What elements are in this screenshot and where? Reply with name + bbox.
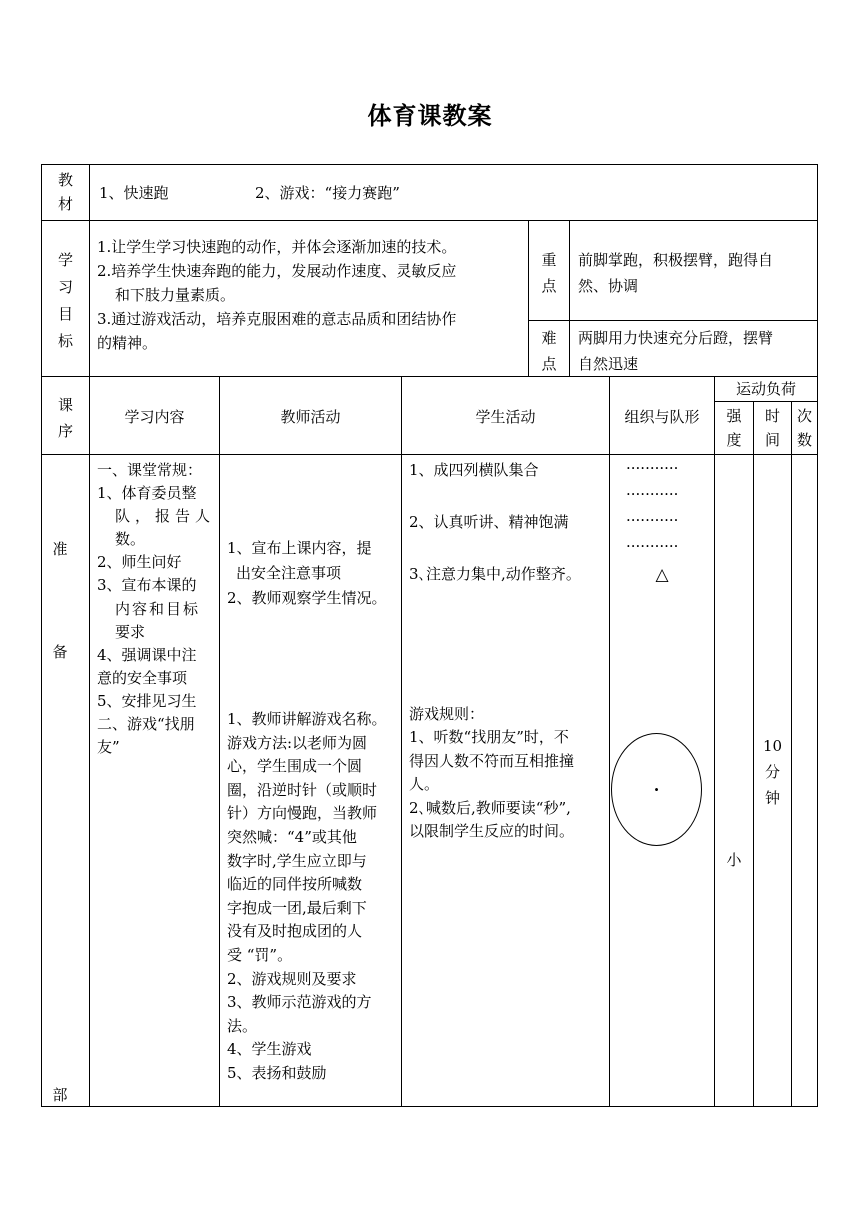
- circle-center-dot: ·: [653, 780, 660, 799]
- key-point-line: 然、协调: [578, 277, 639, 295]
- objectives-label: 学 习 目 标: [57, 251, 73, 350]
- content-line: 2、师生问好: [97, 553, 182, 572]
- learning-content: [97, 459, 217, 759]
- student-line: 2、认真听讲、精神饱满: [409, 513, 569, 531]
- content-line: 4、强调课中注: [97, 645, 197, 664]
- header-order: 课 序: [57, 396, 73, 440]
- content-line: 1、体育委员整: [97, 484, 197, 503]
- teacher-line: 4、学生游戏: [227, 1040, 312, 1059]
- student-line: 1、听数“找朋友”时，不: [409, 728, 569, 747]
- teacher-line: 出安全注意事项: [236, 564, 342, 582]
- student-line: 以限制学生反应的时间。: [409, 822, 575, 841]
- teacher-line: 受 “罚”。: [227, 945, 293, 964]
- content-line: 要求: [115, 622, 146, 641]
- difficult-point-line: 两脚用力快速充分后蹬，摆臂: [578, 329, 774, 347]
- table-rule: [791, 401, 792, 1107]
- content-line: 队，报告人: [115, 507, 216, 526]
- student-line: 3､注意力集中,动作整齐。: [409, 565, 581, 583]
- objective-line: 3.通过游戏活动，培养克服困难的意志品质和团结协作: [97, 310, 457, 328]
- page-title: 体育课教案: [367, 101, 493, 130]
- objective-line: 1.让学生学习快速跑的动作，并体会逐渐加速的技术。: [97, 238, 457, 256]
- student-line: 游戏规则：: [409, 705, 485, 723]
- section-label-char: 备: [52, 643, 68, 661]
- time-value: 10 分 钟: [762, 737, 783, 807]
- table-border-bottom: [41, 1106, 818, 1107]
- teacher-line: 2、教师观察学生情况。: [227, 589, 387, 607]
- key-point-label: 重 点: [541, 251, 557, 295]
- table-rule: [401, 376, 402, 1107]
- objective-line: 2.培养学生快速奔跑的能力，发展动作速度、灵敏反应: [97, 262, 457, 280]
- header-student: 学生活动: [475, 408, 536, 426]
- section-label-char: 准: [52, 540, 68, 558]
- objectives-text: [97, 235, 527, 355]
- teacher-line: 临近的同伴按所喊数: [227, 875, 363, 894]
- table-rule: [41, 454, 818, 455]
- content-line: 数。: [115, 530, 146, 549]
- teacher-line: 心，学生围成一个圆: [227, 757, 363, 776]
- teacher-line: 数字时,学生应立即与: [227, 851, 367, 870]
- formation-row: ···········: [626, 537, 679, 555]
- table-rule: [219, 376, 220, 1107]
- header-teacher: 教师活动: [280, 408, 341, 426]
- difficult-point-line: 自然迅速: [578, 355, 639, 373]
- teacher-line: 突然喊：“4”或其他: [227, 827, 357, 846]
- difficult-point-label: 难 点: [541, 329, 557, 373]
- content-line: 意的安全事项: [97, 668, 188, 687]
- student-line: 2､喊数后,教师要读“秒”,: [409, 798, 571, 817]
- teacher-line: 字抱成一团,最后剩下: [227, 898, 367, 917]
- teacher-line: 圈，沿逆时针（或顺时: [227, 780, 378, 799]
- teacher-line: 1、教师讲解游戏名称。: [227, 710, 387, 728]
- teacher-line: 3、教师示范游戏的方: [227, 993, 372, 1012]
- teacher-activity-a: [227, 536, 399, 611]
- student-line: 得因人数不符而互相推撞: [409, 751, 575, 770]
- table-rule: [528, 320, 818, 321]
- student-line: 人。: [409, 775, 440, 794]
- difficult-point-text: [578, 325, 773, 377]
- content-line: 3、宣布本课的: [97, 576, 197, 595]
- formation-row: ···········: [626, 511, 679, 529]
- teacher-line: 2、游戏规则及要求: [227, 969, 357, 988]
- table-rule: [714, 376, 715, 1107]
- teacher-line: 5、表扬和鼓励: [227, 1063, 327, 1082]
- student-activity-b: [409, 703, 607, 843]
- teacher-line: 游戏方法:以老师为圆: [227, 733, 368, 752]
- teacher-line: 针）方向慢跑，当教师: [227, 804, 378, 823]
- header-time: 时 间: [764, 407, 780, 449]
- teaching-material-item-1: 1、快速跑: [99, 184, 169, 202]
- table-rule: [89, 164, 90, 1107]
- table-rule: [714, 401, 818, 402]
- table-rule: [569, 220, 570, 377]
- objective-line: 的精神。: [97, 334, 158, 352]
- table-border-top: [41, 164, 818, 165]
- intensity-value: 小: [726, 851, 742, 869]
- teacher-activity-b: [227, 708, 399, 1086]
- table-rule: [41, 220, 818, 221]
- teaching-material-label: 教 材: [57, 171, 73, 213]
- table-rule: [609, 376, 610, 1107]
- section-label-char: 部: [52, 1086, 68, 1104]
- objective-line: 和下肢力量素质。: [115, 286, 236, 304]
- table-border-right: [817, 164, 818, 1107]
- content-line: 友”: [97, 738, 120, 757]
- key-point-text: [578, 247, 773, 299]
- header-load: 运动负荷: [735, 380, 796, 398]
- header-content: 学习内容: [124, 408, 185, 426]
- formation-row: ···········: [626, 485, 679, 503]
- content-line: 5、安排见习生: [97, 691, 197, 710]
- key-point-line: 前脚掌跑，积极摆臂，跑得自: [578, 251, 774, 269]
- teacher-line: 没有及时抱成团的人: [227, 922, 363, 941]
- teacher-line: 1、宣布上课内容，提: [227, 539, 372, 557]
- header-formation: 组织与队形: [624, 408, 700, 426]
- content-line: 一、课堂常规：: [97, 461, 203, 479]
- header-intensity: 强 度: [726, 407, 742, 449]
- formation-row: ···········: [626, 459, 679, 477]
- teacher-line: 法。: [227, 1016, 258, 1035]
- content-line: 内容和目标: [115, 599, 201, 618]
- teaching-material-item-2: 2、游戏：“接力赛跑”: [255, 184, 400, 202]
- student-line: 1、成四列横队集合: [409, 461, 539, 479]
- header-count: 次 数: [796, 407, 812, 449]
- content-line: 二、游戏“找朋: [97, 715, 195, 734]
- teacher-position-marker: △: [655, 565, 669, 585]
